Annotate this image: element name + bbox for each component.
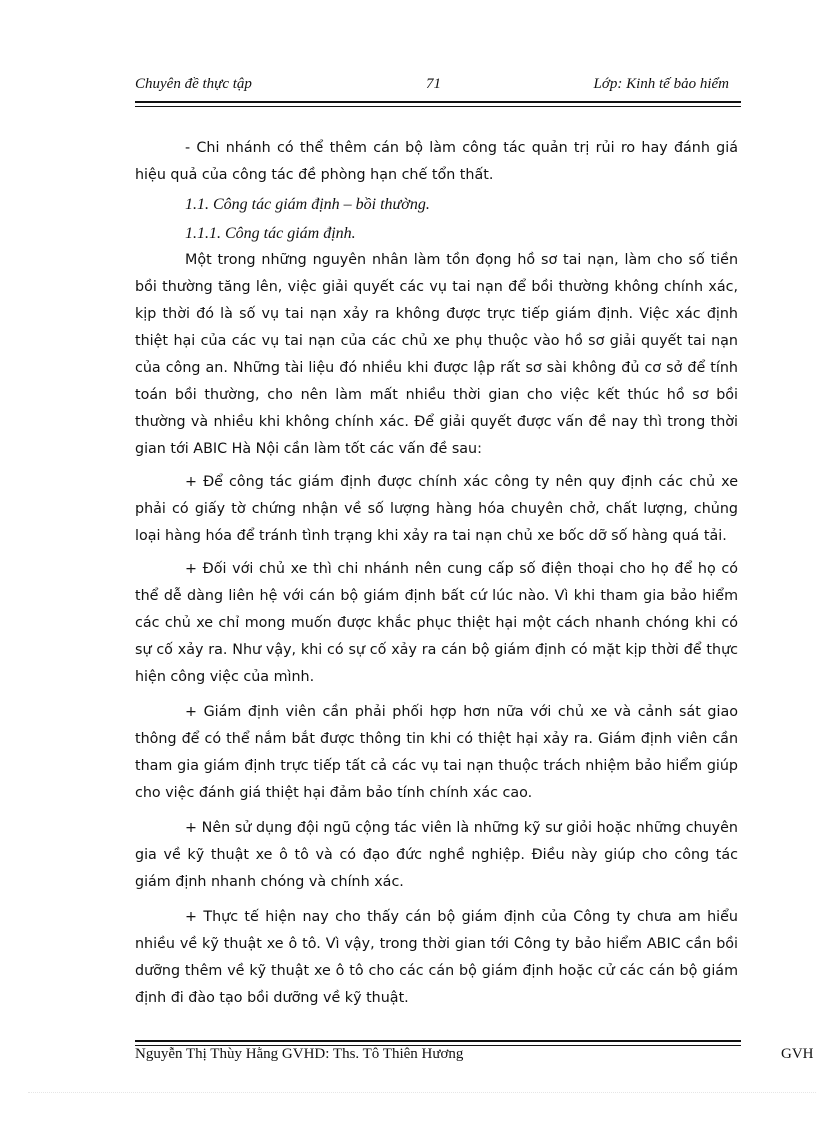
subsection-heading: 1.1.1. Công tác giám định. bbox=[185, 225, 356, 242]
footer-rule-thick bbox=[135, 1040, 741, 1042]
section-heading: 1.1. Công tác giám định – bồi thường. bbox=[185, 196, 430, 213]
intro-paragraph: - Chi nhánh có thể thêm cán bộ làm công tác quản trị rủi ro hay đánh giá hiệu quả của công tác đề phòng hạn chế tổn thất. bbox=[135, 140, 738, 183]
main-paragraph: Một trong những nguyên nhân làm tồn đọng hồ sơ tai nạn, làm cho số tiền bồi thường tăng lên, việc giải quyết các vụ tai nạn để bồi thường không chính xác, kịp thời đó là số vụ tai nạn xảy ra không được trực tiếp giám định. Việc xác định thiệt hại của các vụ tai nạn của các chủ xe phụ thuộc vào hồ sơ giải quyết tai nạn của công an. Những tài liệu đó nhiều khi được lập rất sơ sài không đủ cơ sở để tính toán bồi thường, cho nên làm mất nhiều thời gian cho việc kết thúc hồ sơ bồi thường và nhiều khi không chính xác. Để giải quyết được vấn đề nay thì trong thời gian tới ABIC Hà Nội cần làm tốt các vấn đề sau: bbox=[135, 252, 738, 457]
footer-author: Nguyễn Thị Thùy Hằng GVHD: Ths. Tô Thiên Hương bbox=[135, 1046, 464, 1062]
header-class-name: Lớp: Kinh tế bảo hiểm bbox=[593, 76, 729, 92]
header-rule-thick bbox=[135, 101, 741, 103]
bullet-paragraph-5: + Thực tế hiện nay cho thấy cán bộ giám định của Công ty chưa am hiểu nhiều về kỹ thuật xe ô tô. Vì vậy, trong thời gian tới Công ty bảo hiểm ABIC cần bồi dưỡng thêm về kỹ thuật xe ô tô cho các cán bộ giám định hoặc cử các cán bộ giám định đi đào tạo bồi dưỡng về kỹ thuật. bbox=[135, 909, 738, 1006]
page-bottom-dotted-line bbox=[28, 1092, 816, 1093]
bullet-paragraph-3: + Giám định viên cần phải phối hợp hơn nữa với chủ xe và cảnh sát giao thông để có thể nắm bắt được thông tin khi có thiệt hại xảy ra. Giám định viên cần tham gia giám định trực tiếp tất cả các vụ tai nạn thuộc trách nhiệm bảo hiểm giúp cho việc đánh giá thiệt hại đảm bảo tính chính xác cao. bbox=[135, 704, 738, 801]
bullet-paragraph-2: + Đối với chủ xe thì chi nhánh nên cung cấp số điện thoại cho họ để họ có thể dễ dàng liên hệ với cán bộ giám định bất cứ lúc nào. Vì khi tham gia bảo hiểm các chủ xe chỉ mong muốn được khắc phục thiệt hại một cách nhanh chóng khi có sự cố xảy ra. Như vậy, khi có sự cố xảy ra cán bộ giám định có mặt kịp thời để thực hiện công việc của mình. bbox=[135, 561, 738, 685]
page-body bbox=[135, 135, 738, 1012]
page-number: 71 bbox=[426, 76, 441, 92]
bullet-paragraph-1: + Để công tác giám định được chính xác công ty nên quy định các chủ xe phải có giấy tờ chứng nhận về số lượng hàng hóa chuyên chở, chất lượng, chủng loại hàng hóa để tránh tình trạng khi xảy ra tai nạn chủ xe bốc dỡ số hàng quá tải. bbox=[135, 474, 738, 544]
page-header bbox=[135, 76, 729, 96]
footer-right-text: GVH bbox=[781, 1046, 814, 1062]
header-rule-thin bbox=[135, 106, 741, 107]
bullet-paragraph-4: + Nên sử dụng đội ngũ cộng tác viên là những kỹ sư giỏi hoặc những chuyên gia về kỹ thuật xe ô tô và có đạo đức nghề nghiệp. Điều này giúp cho công tác giám định nhanh chóng và chính xác. bbox=[135, 820, 738, 890]
header-course-title: Chuyên đề thực tập bbox=[135, 76, 252, 92]
